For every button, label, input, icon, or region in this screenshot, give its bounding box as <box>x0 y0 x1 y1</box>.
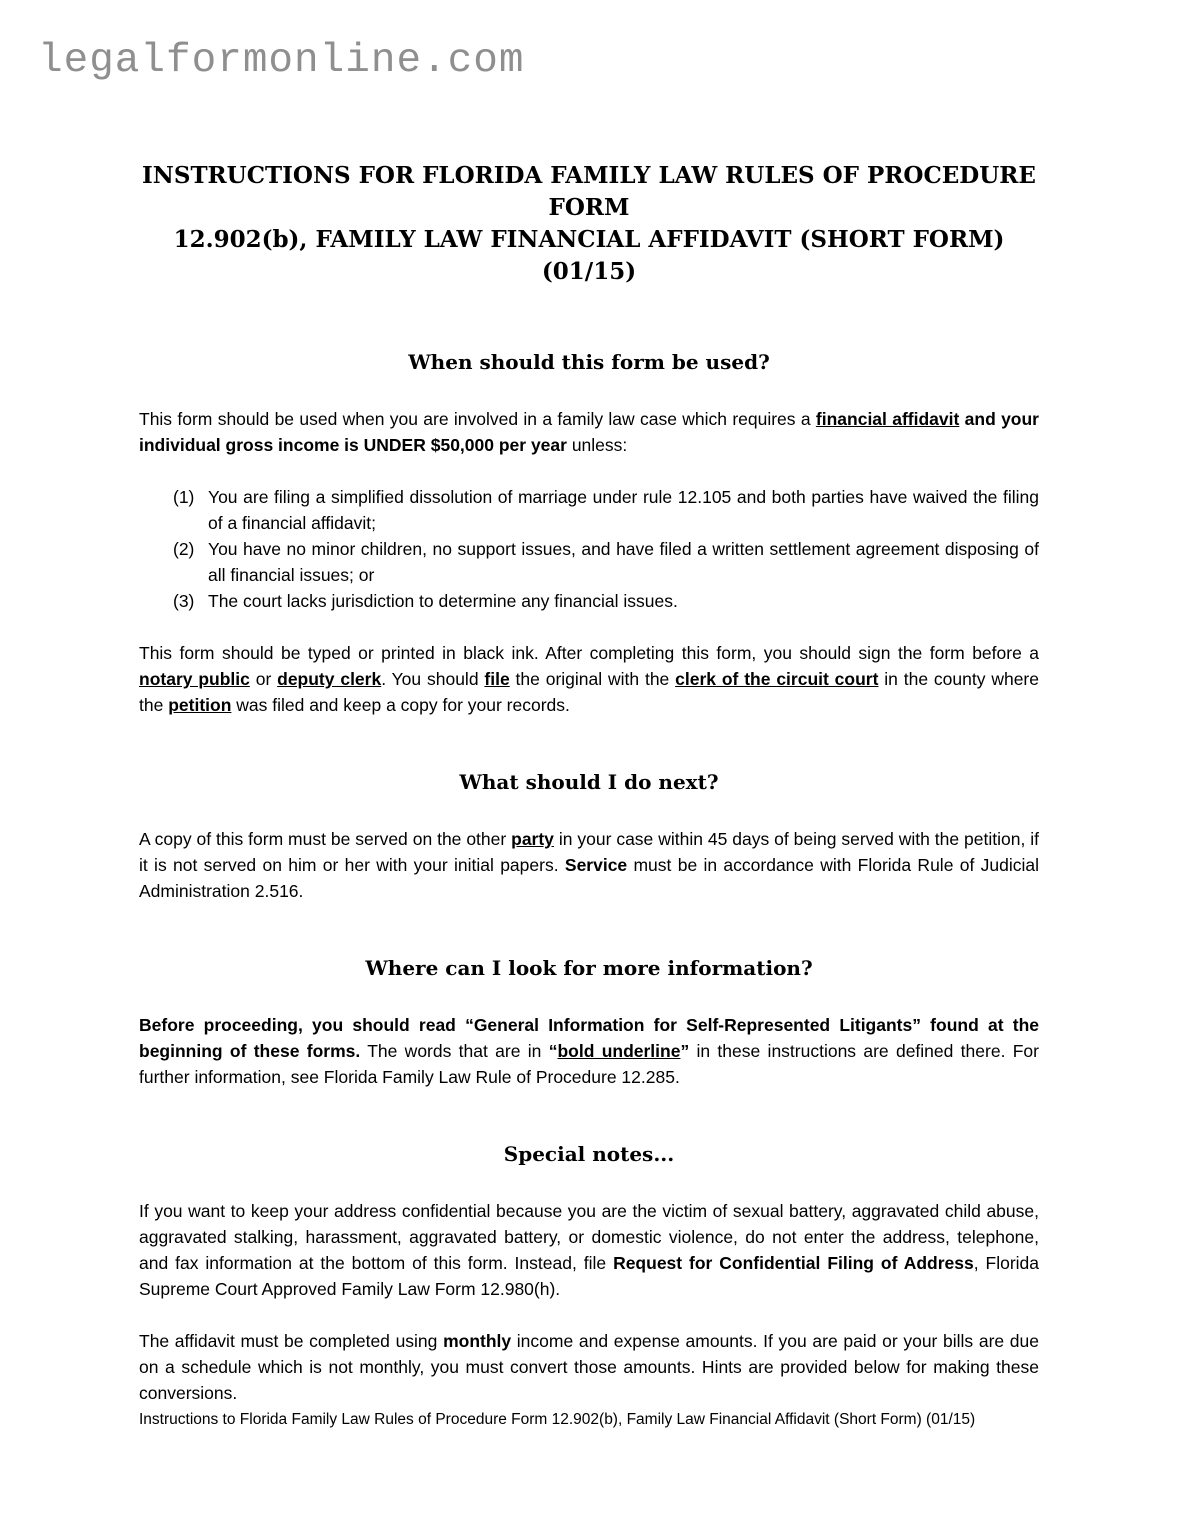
income-threshold-text: and your individual gross income is UNDER $50,000 per year <box>139 409 1039 455</box>
text-span: unless: <box>566 435 628 455</box>
term-deputy-clerk: deputy clerk <box>277 669 382 689</box>
list-item-text: You are filing a simplified dissolution of marriage under rule 12.105 and both parties have waived the filing of a financial affidavit; <box>208 487 1039 533</box>
list-item-number: (1) <box>173 487 195 507</box>
text-span: This form should be used when you are involved in a family law case which requires a <box>139 409 816 429</box>
term-file: file <box>484 669 510 689</box>
section-heading-special-notes: Special notes... <box>503 1142 675 1166</box>
text-span: The affidavit must be completed using <box>139 1331 444 1351</box>
term-bold-underline: bold underline <box>557 1041 681 1061</box>
term-service: Service <box>564 855 628 875</box>
text-span: the original with the <box>509 669 676 689</box>
text-span: This form should be typed or printed in black ink. After completing this form, you should sign the form before a <box>139 643 1039 663</box>
paragraph-what-next <box>139 826 1039 904</box>
document-title-line-2: 12.902(b), FAMILY LAW FINANCIAL AFFIDAVIT (SHORT FORM) (01/15) <box>173 226 1005 285</box>
list-item <box>139 588 1039 614</box>
text-span: in these instructions are defined there. For further information, see Florida Family Law Rule of Procedure 12.285. <box>139 1041 1039 1087</box>
page-footer: Instructions to Florida Family Law Rules of Procedure Form 12.902(b), Family Law Financial Affidavit (Short Form) (01/15) <box>139 1411 976 1428</box>
paragraph-more-information <box>139 1012 1039 1090</box>
term-party: party <box>511 829 554 849</box>
paragraph-filing-instructions <box>139 640 1039 718</box>
text-span: in your case within 45 days of being served with the petition, if it is not served on him or her with your initial papers. <box>139 829 1040 875</box>
text-span: If you want to keep your address confidential because you are the victim of sexual battery, aggravated child abuse, aggravated stalking, harassment, aggravated battery, or domestic violence, do not enter the address, telephone, and fax information at the bottom of this form. Instead, file <box>139 1201 1039 1273</box>
text-span: was filed and keep a copy for your records. <box>231 695 570 715</box>
quote-mark: ” <box>680 1041 690 1061</box>
document-title <box>139 160 1039 288</box>
list-item <box>139 484 1039 536</box>
quote-mark: “ <box>548 1041 558 1061</box>
document-title-line-1: INSTRUCTIONS FOR FLORIDA FAMILY LAW RULES OF PROCEDURE FORM <box>142 162 1036 221</box>
term-financial-affidavit: financial affidavit <box>815 409 960 429</box>
term-petition: petition <box>168 695 232 715</box>
exceptions-list <box>139 484 1039 614</box>
watermark-logo: legalformonline.com <box>38 38 525 84</box>
text-span: A copy of this form must be served on the other <box>139 829 512 849</box>
form-name-confidential-filing: Request for Confidential Filing of Address <box>613 1253 974 1273</box>
term-clerk-of-circuit-court: clerk of the circuit court <box>675 669 879 689</box>
text-span: in the county where the <box>139 669 1039 715</box>
term-notary-public: notary public <box>139 669 250 689</box>
list-item-number: (2) <box>173 539 195 559</box>
text-span: The words that are in <box>360 1041 549 1061</box>
general-information-notice: Before proceeding, you should read “General Information for Self-Represented Litigants” found at the beginning of these forms. <box>139 1015 1039 1061</box>
section-heading-more-information: Where can I look for more information? <box>365 956 813 980</box>
list-item-text: The court lacks jurisdiction to determine any financial issues. <box>208 591 678 611</box>
paragraph-monthly-amounts <box>139 1328 1039 1406</box>
text-span: or <box>249 669 278 689</box>
section-heading-what-next: What should I do next? <box>459 770 719 794</box>
term-monthly: monthly <box>443 1331 512 1351</box>
text-span: . You should <box>381 669 485 689</box>
paragraph-confidential-address <box>139 1198 1039 1302</box>
text-span: must be in accordance with Florida Rule of Judicial Administration 2.516. <box>139 855 1039 901</box>
section-heading-when-used: When should this form be used? <box>408 350 770 374</box>
list-item-text: You have no minor children, no support issues, and have filed a written settlement agreement disposing of all financial issues; or <box>208 539 1039 585</box>
list-item-number: (3) <box>173 591 195 611</box>
document-body <box>139 160 1039 1431</box>
list-item <box>139 536 1039 588</box>
text-span: income and expense amounts. If you are paid or your bills are due on a schedule which is not monthly, you must convert those amounts. Hints are provided below for making these conversions. <box>139 1331 1039 1403</box>
paragraph-when-used <box>139 406 1039 458</box>
text-span: , Florida Supreme Court Approved Family Law Form 12.980(h). <box>139 1253 1039 1299</box>
